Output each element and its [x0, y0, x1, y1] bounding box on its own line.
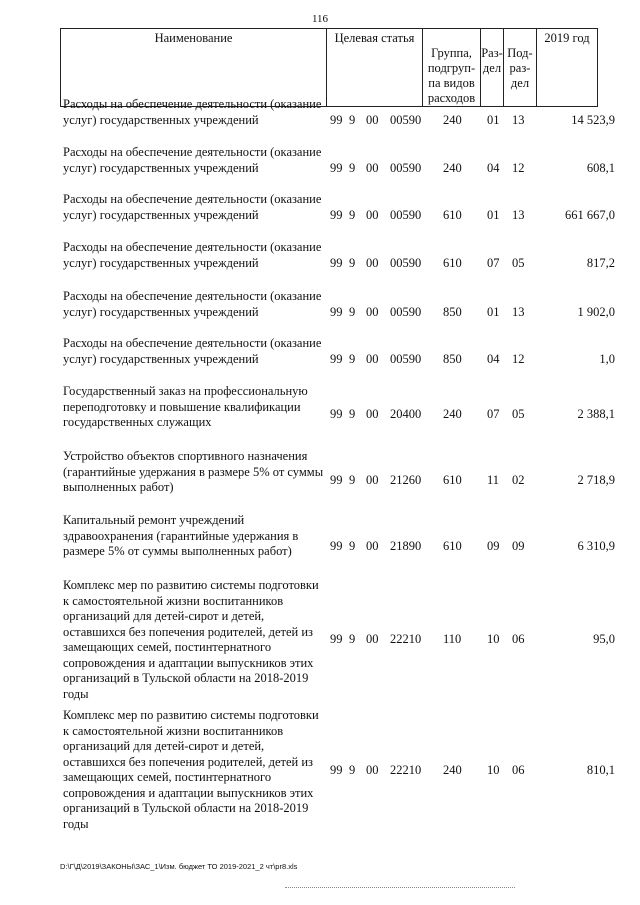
code-subprogram: 9 — [349, 473, 356, 487]
code-direction: 00590 — [390, 161, 422, 175]
expense-group: 610 — [443, 473, 462, 487]
code-subprogram: 9 — [349, 407, 356, 421]
column-header-year: 2019 год — [537, 29, 598, 107]
code-subprogram: 9 — [349, 256, 356, 270]
expense-group: 610 — [443, 256, 462, 270]
footer-divider — [285, 887, 515, 888]
code-subprogram: 9 — [349, 208, 356, 222]
section-code: 07 — [487, 256, 500, 270]
row-name: Капитальный ремонт учреждений здравоохранения (гарантийные удержания в размере 5% от суммы выполненных работ) — [63, 513, 299, 558]
code-direction: 00590 — [390, 113, 422, 127]
code-event: 00 — [366, 113, 379, 127]
expense-group: 240 — [443, 161, 462, 175]
subsection-code: 12 — [512, 352, 525, 366]
row-name: Расходы на обеспечение деятельности (оказание услуг) государственных учреждений — [63, 145, 322, 175]
code-event: 00 — [366, 208, 379, 222]
expense-group: 850 — [443, 352, 462, 366]
column-header-subsection — [504, 29, 537, 107]
code-program: 99 — [330, 539, 343, 553]
code-event: 00 — [366, 407, 379, 421]
code-direction: 21890 — [390, 539, 422, 553]
amount: 1,0 — [599, 352, 615, 366]
expense-group: 110 — [443, 632, 462, 646]
subsection-code: 05 — [512, 407, 525, 421]
code-program: 99 — [330, 208, 343, 222]
subsection-code: 09 — [512, 539, 525, 553]
code-subprogram: 9 — [349, 161, 356, 175]
row-name: Государственный заказ на профессиональную переподготовку и повышение квалификации государственных служащих — [63, 384, 308, 429]
code-program: 99 — [330, 407, 343, 421]
code-event: 00 — [366, 473, 379, 487]
code-subprogram: 9 — [349, 539, 356, 553]
section-code: 10 — [487, 632, 500, 646]
code-subprogram: 9 — [349, 352, 356, 366]
table-header — [60, 28, 598, 107]
subsection-code: 13 — [512, 113, 525, 127]
subsection-code: 05 — [512, 256, 525, 270]
row-name: Расходы на обеспечение деятельности (оказание услуг) государственных учреждений — [63, 289, 322, 319]
section-code: 10 — [487, 763, 500, 777]
section-code: 04 — [487, 352, 500, 366]
code-direction: 22210 — [390, 763, 422, 777]
column-header-group-text: Группа, подгруп- па видов расходов — [427, 46, 476, 105]
column-header-section — [481, 29, 504, 107]
section-code: 07 — [487, 407, 500, 421]
code-program: 99 — [330, 256, 343, 270]
column-header-subsection-text: Под- раз- дел — [507, 46, 533, 90]
amount: 14 523,9 — [571, 113, 615, 127]
amount: 810,1 — [586, 763, 615, 777]
code-event: 00 — [366, 632, 379, 646]
code-program: 99 — [330, 352, 343, 366]
amount: 6 310,9 — [577, 539, 615, 553]
code-event: 00 — [366, 305, 379, 319]
column-header-section-text: Раз- дел — [481, 46, 503, 75]
subsection-code: 13 — [512, 305, 525, 319]
subsection-code: 06 — [512, 632, 525, 646]
code-subprogram: 9 — [349, 632, 356, 646]
code-direction: 00590 — [390, 208, 422, 222]
code-program: 99 — [330, 632, 343, 646]
section-code: 01 — [487, 113, 500, 127]
row-name: Расходы на обеспечение деятельности (оказание услуг) государственных учреждений — [63, 192, 322, 222]
column-header-group — [423, 29, 481, 107]
code-program: 99 — [330, 113, 343, 127]
expense-group: 240 — [443, 113, 462, 127]
section-code: 11 — [487, 473, 500, 487]
code-program: 99 — [330, 763, 343, 777]
code-direction: 00590 — [390, 305, 422, 319]
file-path-footer: D:\Г\Д\2019\ЗАКОНЫ\ЗАС_1\Изм. бюджет ТО 2019-2021_2 чт\pr8.xls — [60, 862, 298, 871]
row-name: Расходы на обеспечение деятельности (оказание услуг) государственных учреждений — [63, 240, 322, 270]
row-name: Расходы на обеспечение деятельности (оказание услуг) государственных учреждений — [63, 97, 322, 127]
code-program: 99 — [330, 473, 343, 487]
row-name: Комплекс мер по развитию системы подготовки к самостоятельной жизни воспитанников организаций для детей-сирот и детей, оставшихся без попечения родителей, детей из замещающих семей, постинтернатного сопровождения и адаптации выпускников этих организаций в Тульской области на 2018-2019 годы — [63, 578, 319, 701]
subsection-code: 02 — [512, 473, 525, 487]
column-header-name: Наименование — [61, 29, 327, 107]
section-code: 01 — [487, 208, 500, 222]
code-subprogram: 9 — [349, 763, 356, 777]
amount: 95,0 — [593, 632, 615, 646]
subsection-code: 13 — [512, 208, 525, 222]
section-code: 09 — [487, 539, 500, 553]
code-program: 99 — [330, 161, 343, 175]
expense-group: 610 — [443, 539, 462, 553]
column-header-target: Целевая статья — [327, 29, 423, 107]
code-program: 99 — [330, 305, 343, 319]
page-number: 116 — [311, 13, 329, 25]
code-event: 00 — [366, 256, 379, 270]
row-name: Устройство объектов спортивного назначения (гарантийные удержания в размере 5% от суммы выполненных работ) — [63, 449, 324, 494]
code-subprogram: 9 — [349, 113, 356, 127]
expense-group: 240 — [443, 407, 462, 421]
subsection-code: 06 — [512, 763, 525, 777]
code-direction: 22210 — [390, 632, 422, 646]
expense-group: 610 — [443, 208, 462, 222]
code-subprogram: 9 — [349, 305, 356, 319]
amount: 2 388,1 — [577, 407, 615, 421]
code-direction: 00590 — [390, 352, 422, 366]
section-code: 01 — [487, 305, 500, 319]
row-name: Комплекс мер по развитию системы подготовки к самостоятельной жизни воспитанников организаций для детей-сирот и детей, оставшихся без попечения родителей, детей из замещающих семей, постинтернатного сопровождения и адаптации выпускников этих организаций в Тульской области на 2018-2019 годы — [63, 708, 319, 831]
code-event: 00 — [366, 352, 379, 366]
expense-group: 850 — [443, 305, 462, 319]
section-code: 04 — [487, 161, 500, 175]
amount: 2 718,9 — [577, 473, 615, 487]
code-direction: 00590 — [390, 256, 422, 270]
code-event: 00 — [366, 161, 379, 175]
subsection-code: 12 — [512, 161, 525, 175]
amount: 817,2 — [586, 256, 615, 270]
code-event: 00 — [366, 763, 379, 777]
amount: 608,1 — [586, 161, 615, 175]
code-direction: 21260 — [390, 473, 422, 487]
expense-group: 240 — [443, 763, 462, 777]
code-event: 00 — [366, 539, 379, 553]
amount: 1 902,0 — [577, 305, 615, 319]
row-name: Расходы на обеспечение деятельности (оказание услуг) государственных учреждений — [63, 336, 322, 366]
amount: 661 667,0 — [565, 208, 615, 222]
code-direction: 20400 — [390, 407, 422, 421]
